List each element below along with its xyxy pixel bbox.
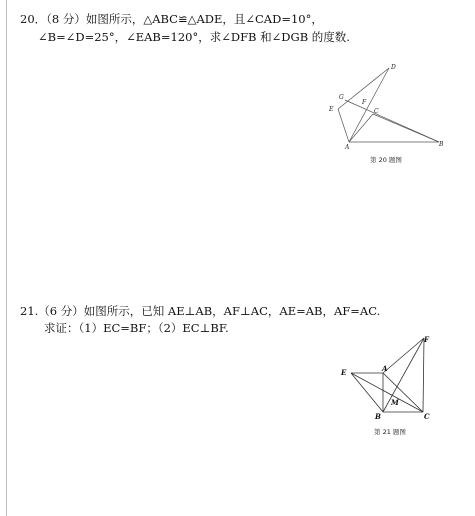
- segment-FC: [423, 338, 424, 412]
- segment-AC: [383, 373, 423, 412]
- label-A: A: [345, 144, 350, 151]
- label-A: A: [382, 364, 388, 373]
- question-21-line-2: 求证：（1）EC=BF；（2）EC⊥BF.: [44, 321, 229, 335]
- page-margin-line: [6, 0, 7, 516]
- label-C: C: [374, 108, 379, 115]
- segment-BF: [383, 338, 424, 412]
- figure-20-caption: 第 20 题图: [370, 156, 402, 164]
- segment-EC: [351, 373, 423, 412]
- segment-AC: [349, 114, 373, 142]
- figure-21: [338, 333, 448, 423]
- label-M: M: [391, 398, 399, 407]
- segment-AF: [383, 338, 424, 373]
- label-F: F: [424, 335, 429, 344]
- question-20-line-1: 20．（8 分）如图所示，△ABC≌△ADE，且∠CAD=10°，: [20, 12, 323, 26]
- label-G: G: [339, 94, 344, 101]
- segment-GB: [345, 100, 439, 142]
- segment-EA: [338, 109, 349, 142]
- label-B: B: [375, 412, 381, 421]
- question-21-line-1: 21.（6 分）如图所示，已知 AE⊥AB，AF⊥AC，AE=AB，AF=AC.: [20, 304, 381, 318]
- segment-EB: [351, 373, 383, 412]
- question-20-line-2: ∠B=∠D=25°，∠EAB=120°，求∠DFB 和∠DGB 的度数.: [38, 30, 350, 44]
- label-E: E: [329, 106, 334, 113]
- label-E: E: [341, 368, 347, 377]
- label-C: C: [424, 412, 430, 421]
- figure-20: [322, 62, 462, 152]
- segment-AD: [349, 68, 389, 142]
- label-B: B: [439, 141, 444, 148]
- label-D: D: [391, 64, 396, 71]
- figure-21-caption: 第 21 题图: [374, 428, 406, 436]
- label-F: F: [362, 99, 367, 106]
